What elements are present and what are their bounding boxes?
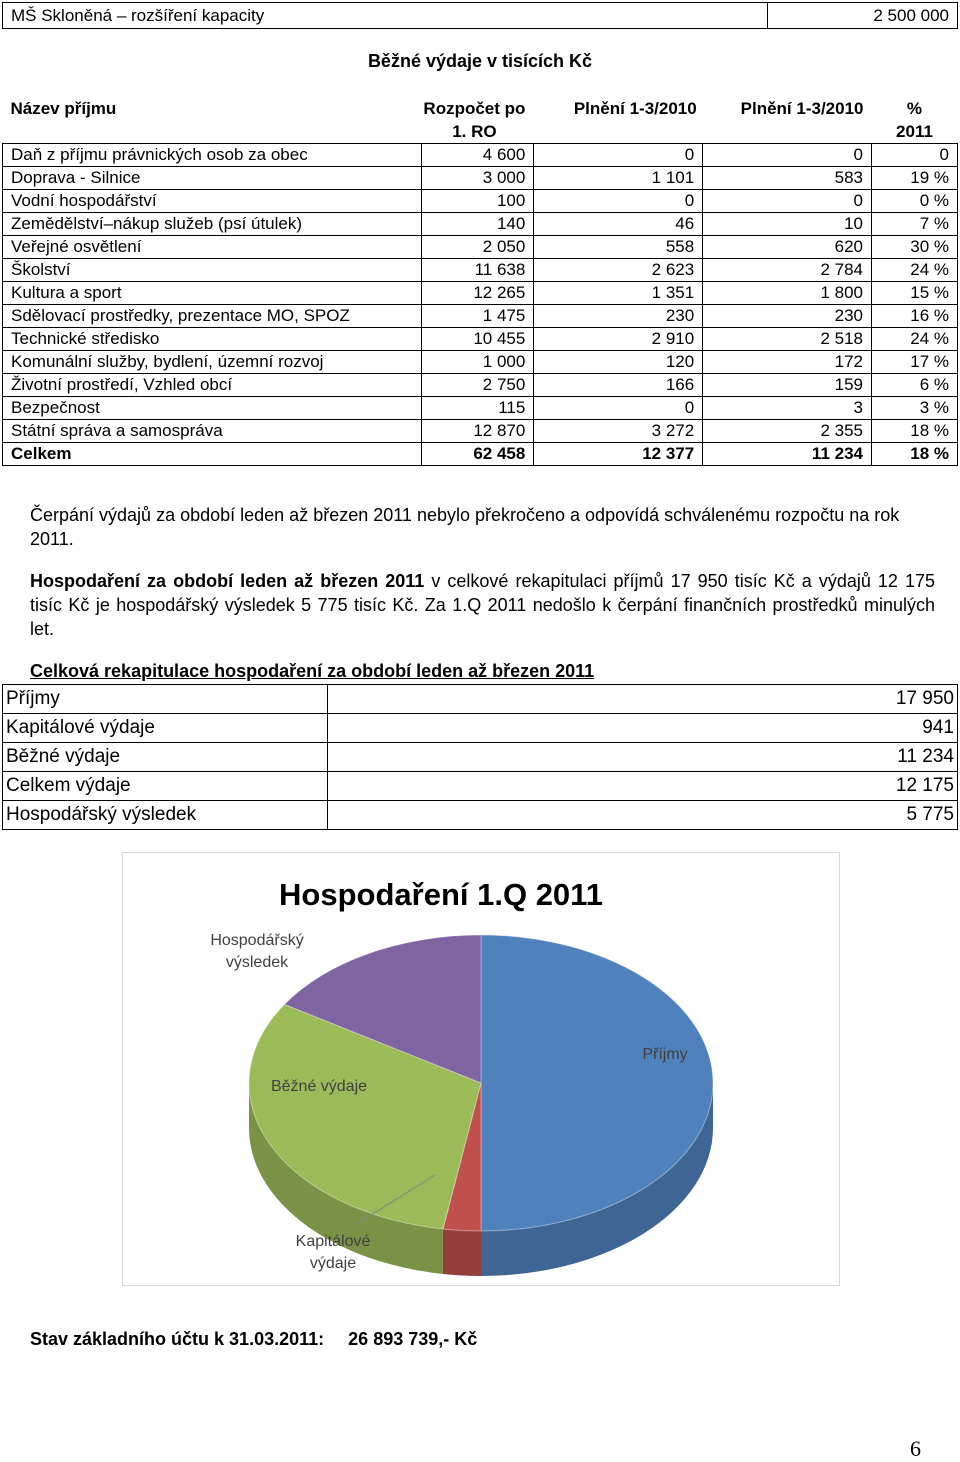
row-label: Životní prostředí, Vzhled obcí (3, 374, 422, 397)
table-row (3, 351, 958, 374)
cell-value: 620 (703, 236, 872, 259)
cell-value: 46 (534, 213, 703, 236)
cell-value: 24 % (871, 328, 957, 351)
cell-value: 2 750 (422, 374, 534, 397)
recap-value: 12 175 (328, 772, 958, 801)
project-value: 2 500 000 (768, 3, 958, 29)
cell-value: 100 (422, 190, 534, 213)
column-header: Plnění 1-3/2010 (740, 99, 864, 118)
cell-value: 10 455 (422, 328, 534, 351)
recap-row (3, 801, 958, 830)
pie-label: Běžné výdaje (270, 1078, 368, 1095)
cell-value: 2 623 (534, 259, 703, 282)
cell-value: 17 % (871, 351, 957, 374)
cell-value: 18 % (871, 420, 957, 443)
column-header: Název příjmu (10, 99, 117, 118)
recap-label: Hospodářský výsledek (3, 801, 328, 830)
row-label: Vodní hospodářství (3, 190, 422, 213)
cell-value: 0 (534, 144, 703, 167)
recap-table (2, 684, 958, 830)
row-label: Školství (3, 259, 422, 282)
summary-text: v celkové rekapitulaci příjmů 17 950 tisíc Kč a výdajů 12 175 tisíc Kč je hospodářský výsledek 5 775 tisíc Kč. Za 1.Q 2011 nedošlo k čerpání finančních prostředků minulých let. (30, 571, 935, 639)
table-row (3, 259, 958, 282)
pie-chart-container (122, 852, 840, 1286)
cell-value: 230 (534, 305, 703, 328)
recap-value: 11 234 (328, 743, 958, 772)
cell-value: 2 518 (703, 328, 872, 351)
row-label: Komunální služby, bydlení, územní rozvoj (3, 351, 422, 374)
cell-value: 2 355 (703, 420, 872, 443)
cell-value: 230 (703, 305, 872, 328)
summary-paragraph (30, 569, 935, 641)
cell-value: 0 (534, 190, 703, 213)
row-label: Zemědělství–nákup služeb (psí útulek) (3, 213, 422, 236)
account-balance-label: Stav základního účtu k 31.03.2011: (30, 1329, 325, 1349)
account-balance-value: 26 893 739,- Kč (348, 1329, 478, 1349)
cell-value: 2 050 (422, 236, 534, 259)
cell-value: 62 458 (422, 443, 534, 466)
project-row (2, 2, 958, 29)
row-label: Doprava - Silnice (3, 167, 422, 190)
recap-label: Příjmy (3, 685, 328, 714)
table-row (3, 374, 958, 397)
note-paragraph: Čerpání výdajů za období leden až březen 2011 nebylo překročeno a odpovídá schválenému rozpočtu na rok 2011. (30, 505, 900, 549)
recap-row (3, 743, 958, 772)
cell-value: 0 (534, 397, 703, 420)
column-header: Rozpočet po 1. RO (423, 99, 526, 141)
summary-bold: Hospodaření za období leden až březen 2011 (30, 571, 425, 591)
recap-row (3, 772, 958, 801)
table-row (3, 328, 958, 351)
cell-value: 30 % (871, 236, 957, 259)
cell-value: 0 (703, 144, 872, 167)
cell-value: 12 265 (422, 282, 534, 305)
cell-value: 1 475 (422, 305, 534, 328)
row-label: Veřejné osvětlení (3, 236, 422, 259)
cell-value: 3 % (871, 397, 957, 420)
table-row (3, 282, 958, 305)
cell-value: 0 % (871, 190, 957, 213)
cell-value: 159 (703, 374, 872, 397)
cell-value: 0 (703, 190, 872, 213)
cell-value: 6 % (871, 374, 957, 397)
cell-value: 1 800 (703, 282, 872, 305)
table-row (3, 213, 958, 236)
cell-value: 12 377 (534, 443, 703, 466)
row-label: Celkem (3, 443, 422, 466)
page-number: 6 (910, 1436, 921, 1461)
chart-title: Hospodaření 1.Q 2011 (279, 877, 603, 912)
recap-row (3, 685, 958, 714)
cell-value: 0 (871, 144, 957, 167)
cell-value: 2 784 (703, 259, 872, 282)
cell-value: 15 % (871, 282, 957, 305)
recap-row (3, 714, 958, 743)
row-label: Sdělovací prostředky, prezentace MO, SPOZ (3, 305, 422, 328)
cell-value: 12 870 (422, 420, 534, 443)
cell-value: 1 351 (534, 282, 703, 305)
cell-value: 172 (703, 351, 872, 374)
pie-chart (123, 853, 839, 1285)
cell-value: 7 % (871, 213, 957, 236)
cell-value: 18 % (871, 443, 957, 466)
cell-value: 16 % (871, 305, 957, 328)
cell-value: 10 (703, 213, 872, 236)
cell-value: 11 638 (422, 259, 534, 282)
row-label: Kultura a sport (3, 282, 422, 305)
cell-value: 140 (422, 213, 534, 236)
row-label: Bezpečnost (3, 397, 422, 420)
table-row (3, 167, 958, 190)
table-row (3, 236, 958, 259)
recap-label: Kapitálové výdaje (3, 714, 328, 743)
cell-value: 11 234 (703, 443, 872, 466)
table-row (3, 420, 958, 443)
cell-value: 583 (703, 167, 872, 190)
cell-value: 19 % (871, 167, 957, 190)
cell-value: 166 (534, 374, 703, 397)
column-header: Plnění 1-3/2010 (573, 99, 697, 118)
cell-value: 2 910 (534, 328, 703, 351)
cell-value: 3 (703, 397, 872, 420)
table-row (3, 397, 958, 420)
cell-value: 1 000 (422, 351, 534, 374)
cell-value: 115 (422, 397, 534, 420)
cell-value: 4 600 (422, 144, 534, 167)
row-label: Technické středisko (3, 328, 422, 351)
row-label: Daň z příjmu právnických osob za obec (3, 144, 422, 167)
table-row (3, 144, 958, 167)
recap-title: Celková rekapitulace hospodaření za období leden až březen 2011 (30, 661, 595, 681)
cell-value: 3 000 (422, 167, 534, 190)
recap-label: Běžné výdaje (3, 743, 328, 772)
pie-label: Příjmy (642, 1046, 688, 1063)
recap-label: Celkem výdaje (3, 772, 328, 801)
table-header-row (3, 97, 958, 144)
table-row (3, 305, 958, 328)
cell-value: 3 272 (534, 420, 703, 443)
cell-value: 558 (534, 236, 703, 259)
cell-value: 24 % (871, 259, 957, 282)
column-header: % 2011 (896, 99, 933, 141)
expenditure-table (2, 97, 958, 466)
pie-label: Hospodářský výsledek (210, 932, 304, 971)
row-label: Státní správa a samospráva (3, 420, 422, 443)
cell-value: 120 (534, 351, 703, 374)
recap-value: 941 (328, 714, 958, 743)
table-row (3, 190, 958, 213)
section-title: Běžné výdaje v tisících Kč (367, 51, 593, 71)
recap-value: 17 950 (328, 685, 958, 714)
total-row (3, 443, 958, 466)
recap-value: 5 775 (328, 801, 958, 830)
account-balance (30, 1329, 477, 1350)
cell-value: 1 101 (534, 167, 703, 190)
pie-label: Kapitálové výdaje (295, 1233, 371, 1272)
project-label: MŠ Skloněná – rozšíření kapacity (3, 3, 768, 29)
pie-slice-side (443, 1229, 481, 1276)
